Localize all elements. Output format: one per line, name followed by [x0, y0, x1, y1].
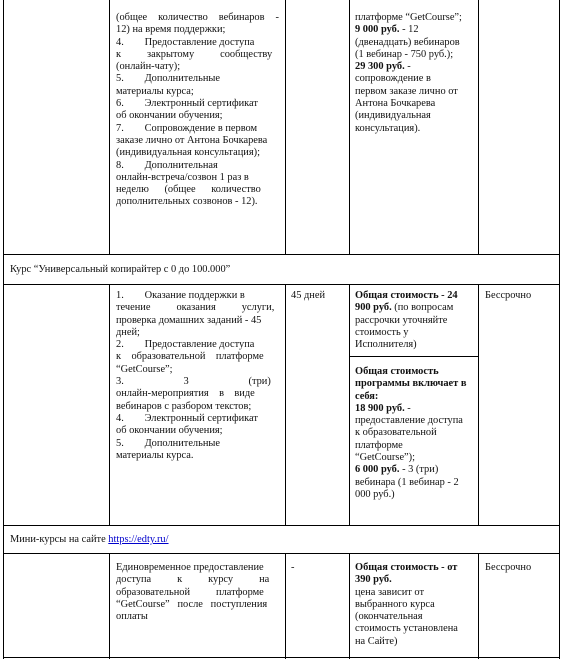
- table-border-bottom: [3, 657, 560, 658]
- section2-term: [485, 562, 555, 574]
- incl-line: предоставление доступа: [355, 415, 463, 427]
- term-text: Бессрочно: [485, 562, 532, 573]
- item-line: к закрытому сообществу: [116, 48, 273, 60]
- col-divider: [285, 0, 286, 254]
- item-line: онлайн-мероприятия в виде: [116, 388, 255, 400]
- item-line: образовательной платформе: [116, 586, 264, 598]
- col-divider: [349, 284, 350, 525]
- term-text: Бессрочно: [485, 290, 532, 301]
- item-line: материалы курса;: [116, 85, 194, 97]
- total-line: [355, 290, 477, 302]
- section1-duration: [291, 290, 346, 302]
- price-line: [355, 24, 477, 36]
- total-line: [355, 302, 477, 314]
- item-line: 4. Электронный сертификат: [116, 412, 258, 424]
- item-line: 8. Дополнительная: [116, 159, 218, 171]
- item-line: течение оказания услуги,: [116, 302, 275, 314]
- incl-line: 000 руб.): [355, 488, 395, 500]
- incl-line: “GetCourse”);: [355, 452, 416, 464]
- row-divider: [3, 284, 560, 285]
- item-line: 5. Дополнительные: [116, 73, 221, 85]
- total-amount: 24: [447, 290, 458, 301]
- incl-line: [355, 464, 477, 476]
- price-line: сопровождение в: [355, 73, 431, 85]
- total-line: цена зависит от: [355, 586, 425, 598]
- incl-amount: 18 900 руб.: [355, 402, 405, 414]
- price-line: консультация).: [355, 122, 421, 134]
- site-link[interactable]: https://edty.ru/: [108, 534, 169, 545]
- total-note: (по вопросам: [391, 302, 454, 314]
- item-line: дополнительных созвонов - 12).: [116, 196, 258, 208]
- col-divider: [285, 553, 286, 659]
- price-line: [355, 61, 477, 73]
- total-amount: 390 руб.: [355, 574, 392, 586]
- price-line: (индивидуальная: [355, 110, 431, 122]
- item-line: “GetCourse” после поступления: [116, 598, 268, 610]
- col-divider: [478, 284, 479, 525]
- section2-total-cell: [355, 562, 477, 648]
- col-divider: [478, 553, 479, 659]
- col-divider: [349, 553, 350, 659]
- item-line: “GetCourse”;: [116, 363, 173, 375]
- table-border-right: [559, 0, 560, 659]
- duration-text: 45 дней: [291, 290, 326, 301]
- section1-includes-cell: [355, 366, 477, 501]
- col-divider: [478, 0, 479, 254]
- item-line: 7. Сопровождение в первом: [116, 122, 258, 134]
- incl-text: -: [404, 402, 411, 414]
- row-divider: [3, 553, 560, 554]
- col-divider: [109, 284, 110, 525]
- total-line: (окончательная: [355, 611, 423, 623]
- section-header: [10, 534, 550, 546]
- item-line: проверка домашних заданий - 45: [116, 314, 262, 326]
- price-line: (1 вебинар - 750 руб.);: [355, 48, 454, 60]
- table-border-left: [3, 0, 4, 659]
- col-divider: [349, 0, 350, 254]
- total-line: на Сайте): [355, 635, 398, 647]
- item-line: (общее количество вебинаров -: [116, 12, 279, 23]
- price-amount: 29 300 руб.: [355, 61, 405, 73]
- incl-line: к образовательной: [355, 427, 437, 439]
- item-line: дней;: [116, 326, 140, 338]
- top-row-price-cell: [355, 12, 477, 135]
- item-line: об окончании обучения;: [116, 110, 223, 122]
- item-line: об окончании обучения;: [116, 425, 223, 437]
- top-row-items-cell: [116, 12, 279, 209]
- item-line: неделю (общее количество: [116, 184, 261, 196]
- row-divider: [3, 525, 560, 526]
- duration-text: -: [291, 562, 295, 573]
- item-line: 3. 3 (три): [116, 376, 271, 388]
- item-line: (индивидуальная консультация);: [116, 147, 260, 159]
- section1-total-cell: [355, 290, 477, 351]
- item-line: 5. Дополнительные: [116, 437, 221, 449]
- row-divider: [3, 254, 560, 255]
- item-line: 1. Оказание поддержки в: [116, 290, 245, 301]
- incl-line: платформе: [355, 439, 403, 451]
- incl-line: программы включает в: [355, 378, 467, 390]
- item-line: оплаты: [116, 611, 148, 623]
- item-line: 12) на время поддержки;: [116, 24, 226, 36]
- section-title: Курс “Универсальный копирайтер с 0 до 100.000”: [10, 264, 231, 275]
- incl-line: себя:: [355, 390, 379, 402]
- total-line: Исполнителя): [355, 339, 417, 351]
- item-line: заказе лично от Антона Бочкарева: [116, 134, 268, 146]
- item-line: доступа к курсу на: [116, 574, 270, 586]
- section1-term: [485, 290, 555, 302]
- row-divider: [349, 356, 479, 357]
- section-title: Мини-курсы на сайте: [10, 534, 109, 545]
- section2-duration: [291, 562, 346, 574]
- section1-items-cell: [116, 290, 279, 462]
- incl-line: Общая стоимость: [355, 366, 439, 377]
- item-line: к образовательной платформе: [116, 351, 264, 363]
- item-line: Единовременное предоставление: [116, 562, 264, 573]
- price-amount: 9 000 руб.: [355, 24, 400, 36]
- section2-items-cell: [116, 562, 279, 623]
- incl-text: - 3 (три): [399, 464, 439, 476]
- item-line: (онлайн-чату);: [116, 61, 181, 73]
- price-text: -: [404, 61, 411, 73]
- incl-amount: 6 000 руб.: [355, 464, 400, 476]
- item-line: вебинаров с разбором текстов;: [116, 400, 252, 412]
- total-line: стоимость установлена: [355, 623, 458, 635]
- item-line: 4. Предоставление доступа: [116, 36, 255, 48]
- price-line: Антона Бочкарева: [355, 98, 436, 110]
- item-line: материалы курса.: [116, 449, 194, 461]
- price-line: (двенадцать) вебинаров: [355, 36, 460, 48]
- item-line: 6. Электронный сертификат: [116, 98, 258, 110]
- item-line: онлайн-встреча/созвон 1 раз в: [116, 171, 249, 183]
- total-line: выбранного курса: [355, 598, 435, 610]
- total-line: рассрочки уточняйте: [355, 314, 448, 326]
- col-divider: [285, 284, 286, 525]
- col-divider: [109, 553, 110, 659]
- total-line: стоимость у: [355, 326, 409, 338]
- price-line: первом заказе лично от: [355, 85, 458, 97]
- total-amount-rest: 900 руб.: [355, 302, 392, 314]
- price-line: платформе “GetCourse”;: [355, 12, 462, 23]
- total-line: Общая стоимость - от: [355, 562, 458, 573]
- price-text: - 12: [399, 24, 419, 36]
- section-header: [10, 264, 550, 276]
- item-line: 2. Предоставление доступа: [116, 339, 255, 351]
- incl-line: вебинара (1 вебинар - 2: [355, 476, 459, 488]
- total-label: Общая стоимость -: [355, 290, 448, 301]
- incl-line: [355, 403, 477, 415]
- col-divider: [109, 0, 110, 254]
